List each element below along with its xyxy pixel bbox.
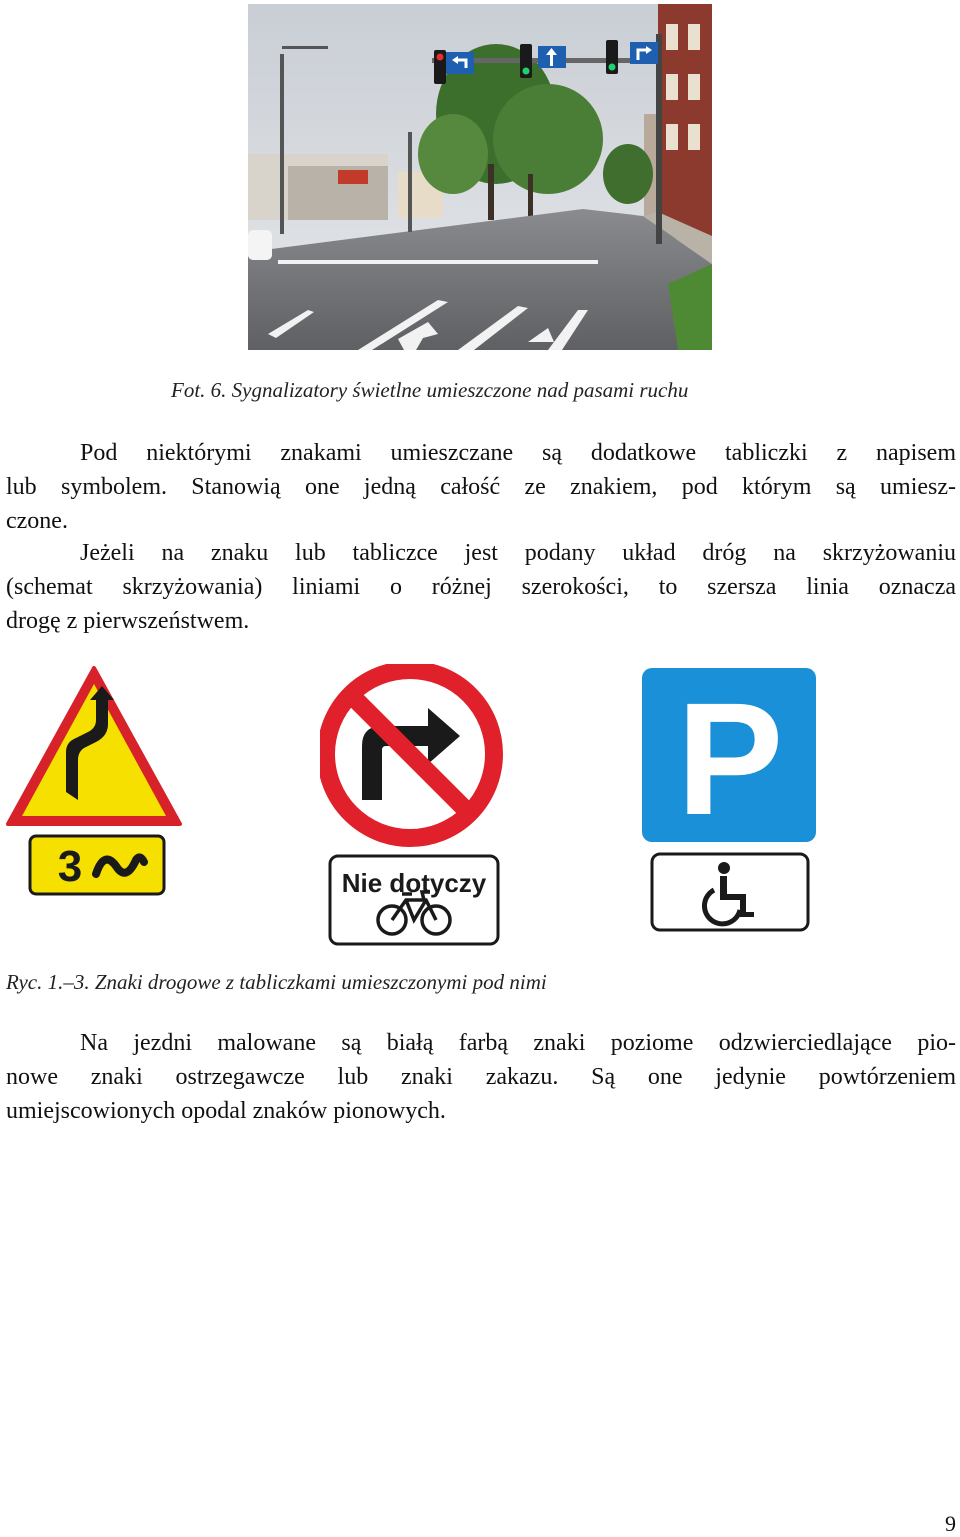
no-right-turn-sign	[320, 664, 504, 948]
paragraph-2	[6, 536, 956, 638]
paragraph-3	[6, 1026, 956, 1128]
paragraph-3-line-3: umiejscowionych opodal znaków pionowych.	[6, 1098, 446, 1124]
paragraph-3-line-2: nowe znaki ostrzegawcze lub znaki zakazu. Są one jedynie powtórzeniem	[6, 1064, 956, 1090]
lamp-pole	[280, 54, 284, 234]
paragraph-1-line-3: czone.	[6, 508, 68, 534]
paragraph-2-line-1: Jeżeli na znaku lub tabliczce jest podany układ dróg na skrzyżowaniu	[80, 540, 956, 566]
figure-caption: Ryc. 1.–3. Znaki drogowe z tabliczkami umieszczonymi pod nimi	[6, 970, 547, 994]
parking-sign	[640, 664, 820, 934]
paragraph-1-line-1: Pod niektórymi znakami umieszczane są dodatkowe tabliczki z napisem	[80, 440, 956, 466]
paragraph-3-line-1: Na jezdni malowane są białą farbą znaki poziome odzwierciedlające pio-	[80, 1030, 956, 1056]
page-number: 9	[945, 1511, 956, 1536]
car	[248, 230, 272, 260]
parking-letter: P	[676, 669, 784, 848]
street-photo	[248, 4, 712, 350]
signal-pole	[656, 34, 662, 244]
paragraph-1	[6, 436, 956, 538]
plate-text: Nie dotyczy	[341, 868, 487, 898]
right-turn-sign	[630, 42, 658, 64]
double-curve-warning-sign	[4, 664, 184, 900]
paragraph-2-line-2: (schemat skrzyżowania) liniami o różnej szerokości, to szersza linia oznacza	[6, 574, 956, 600]
paragraph-1-line-2: lub symbolem. Stanowią one jedną całość ze znakiem, pod którym są umiesz-	[6, 474, 956, 500]
disabled-plate	[652, 854, 808, 930]
paragraph-2-line-3: drogę z pierwszeństwem.	[6, 608, 250, 634]
photo-caption: Fot. 6. Sygnalizatory świetlne umieszczone nad pasami ruchu	[171, 378, 689, 402]
plate-number: 3	[57, 842, 83, 891]
left-turn-sign	[446, 52, 474, 74]
